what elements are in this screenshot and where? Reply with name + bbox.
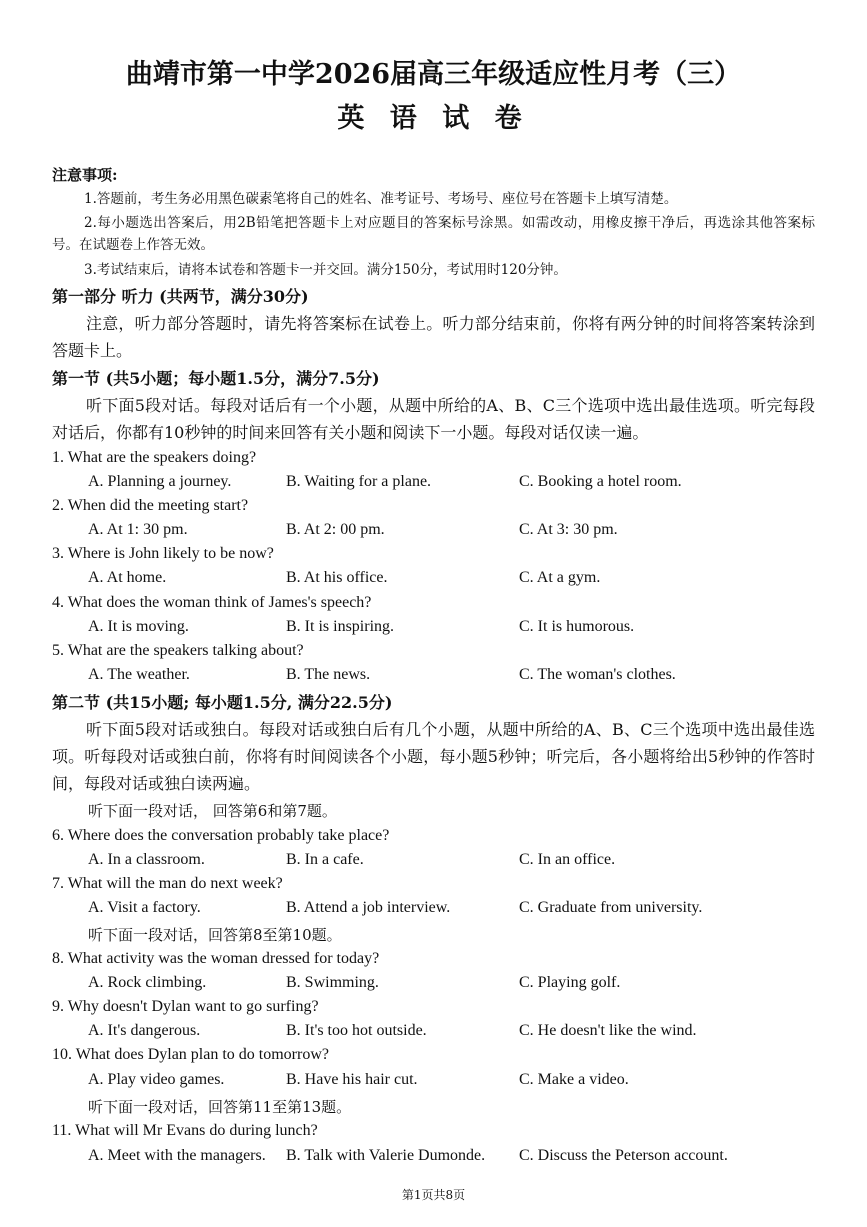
- option-9a: A. It's dangerous.: [88, 1022, 201, 1039]
- option-11b: B. Talk with Valerie Dumonde.: [286, 1147, 486, 1164]
- option-10b: B. Have his hair cut.: [286, 1071, 418, 1088]
- question-7: 7. What will the man do next week?: [52, 875, 283, 892]
- option-2b: B. At 2: 00 pm.: [286, 521, 385, 538]
- option-3a: A. At home.: [88, 569, 167, 586]
- section2-heading: 第二节 (共15小题; 每小题1.5分, 满分22.5分): [52, 693, 393, 712]
- option-4a: A. It is moving.: [88, 618, 189, 635]
- question-3: 3. Where is John likely to be now?: [52, 545, 274, 562]
- question-6: 6. Where does the conversation probably take place?: [52, 827, 390, 844]
- option-3b: B. At his office.: [286, 569, 388, 586]
- option-3c: C. At a gym.: [519, 569, 601, 586]
- option-6b: B. In a cafe.: [286, 851, 364, 868]
- page-footer: 第1页共8页: [401, 1188, 466, 1202]
- part1-intro: 注意，听力部分答题时，请先将答案标在试卷上。听力部分结束前，你将有两分钟的时间将答案转涂到答题卡上。: [52, 314, 815, 360]
- option-6a: A. In a classroom.: [88, 851, 205, 868]
- option-8c: C. Playing golf.: [519, 974, 621, 991]
- notice-item-1: 1.答题前，考生务必用黑色碳素笔将自己的姓名、准考证号、考场号、座位号在答题卡上填写清楚。: [84, 191, 678, 207]
- question-2: 2. When did the meeting start?: [52, 497, 249, 514]
- option-7c: C. Graduate from university.: [519, 899, 703, 916]
- option-8b: B. Swimming.: [286, 974, 379, 991]
- question-11: 11. What will Mr Evans do during lunch?: [52, 1122, 318, 1139]
- option-10a: A. Play video games.: [88, 1071, 225, 1088]
- option-7a: A. Visit a factory.: [88, 899, 201, 916]
- direction-q6-7: 听下面一段对话， 回答第6和第7题。: [88, 802, 337, 820]
- part1-heading: 第一部分 听力 (共两节，满分30分): [52, 287, 309, 306]
- direction-q8-10: 听下面一段对话，回答第8至第10题。: [88, 926, 342, 944]
- option-7b: B. Attend a job interview.: [286, 899, 451, 916]
- notice-heading: 注意事项:: [52, 166, 118, 184]
- section1-intro: 听下面5段对话。每段对话后有一个小题，从题中所给的A、B、C三个选项中选出最佳选项。听完每段对话后，你都有10秒钟的时间来回答有关小题和阅读下一小题。每段对话仅读一遍。: [52, 396, 815, 442]
- notice-item-2: 2.每小题选出答案后，用2B铅笔把答题卡上对应题目的答案标号涂黑。如需改动，用橡皮擦干净后，再选涂其他答案标号。在试题卷上作答无效。: [52, 215, 815, 253]
- option-5b: B. The news.: [286, 666, 371, 683]
- question-5: 5. What are the speakers talking about?: [52, 642, 304, 659]
- question-4: 4. What does the woman think of James's speech?: [52, 594, 372, 611]
- option-11a: A. Meet with the managers.: [88, 1147, 266, 1164]
- question-10: 10. What does Dylan plan to do tomorrow?: [52, 1046, 329, 1063]
- option-8a: A. Rock climbing.: [88, 974, 207, 991]
- option-4c: C. It is humorous.: [519, 618, 635, 635]
- section2-intro: 听下面5段对话或独白。每段对话或独白后有几个小题，从题中所给的A、B、C三个选项中选出最佳选项。听每段对话或独白前，你将有时间阅读各个小题，每小题5秒钟；听完后，各小题将给出5秒钟的作答时间，每段对话或独白读两遍。: [52, 720, 815, 793]
- question-8: 8. What activity was the woman dressed for today?: [52, 950, 380, 967]
- option-5a: A. The weather.: [88, 666, 190, 683]
- option-4b: B. It is inspiring.: [286, 618, 395, 635]
- option-9c: C. He doesn't like the wind.: [519, 1022, 697, 1039]
- question-1: 1. What are the speakers doing?: [52, 449, 257, 466]
- question-9: 9. Why doesn't Dylan want to go surfing?: [52, 998, 319, 1015]
- exam-subtitle: 英 语 试 卷: [337, 103, 530, 134]
- option-10c: C. Make a video.: [519, 1071, 629, 1088]
- direction-q11-13: 听下面一段对话，回答第11至第13题。: [88, 1098, 352, 1116]
- option-1c: C. Booking a hotel room.: [519, 473, 682, 490]
- option-2a: A. At 1: 30 pm.: [88, 521, 188, 538]
- option-1a: A. Planning a journey.: [88, 473, 232, 490]
- section1-heading: 第一节 (共5小题；每小题1.5分，满分7.5分): [52, 369, 380, 388]
- option-6c: C. In an office.: [519, 851, 616, 868]
- option-1b: B. Waiting for a plane.: [286, 473, 432, 490]
- option-11c: C. Discuss the Peterson account.: [519, 1147, 728, 1164]
- option-9b: B. It's too hot outside.: [286, 1022, 427, 1039]
- option-5c: C. The woman's clothes.: [519, 666, 676, 683]
- option-2c: C. At 3: 30 pm.: [519, 521, 618, 538]
- exam-title: 曲靖市第一中学2026届高三年级适应性月考（三）: [125, 59, 742, 90]
- notice-item-3: 3.考试结束后，请将本试卷和答题卡一并交回。满分150分，考试用时120分钟。: [84, 262, 567, 278]
